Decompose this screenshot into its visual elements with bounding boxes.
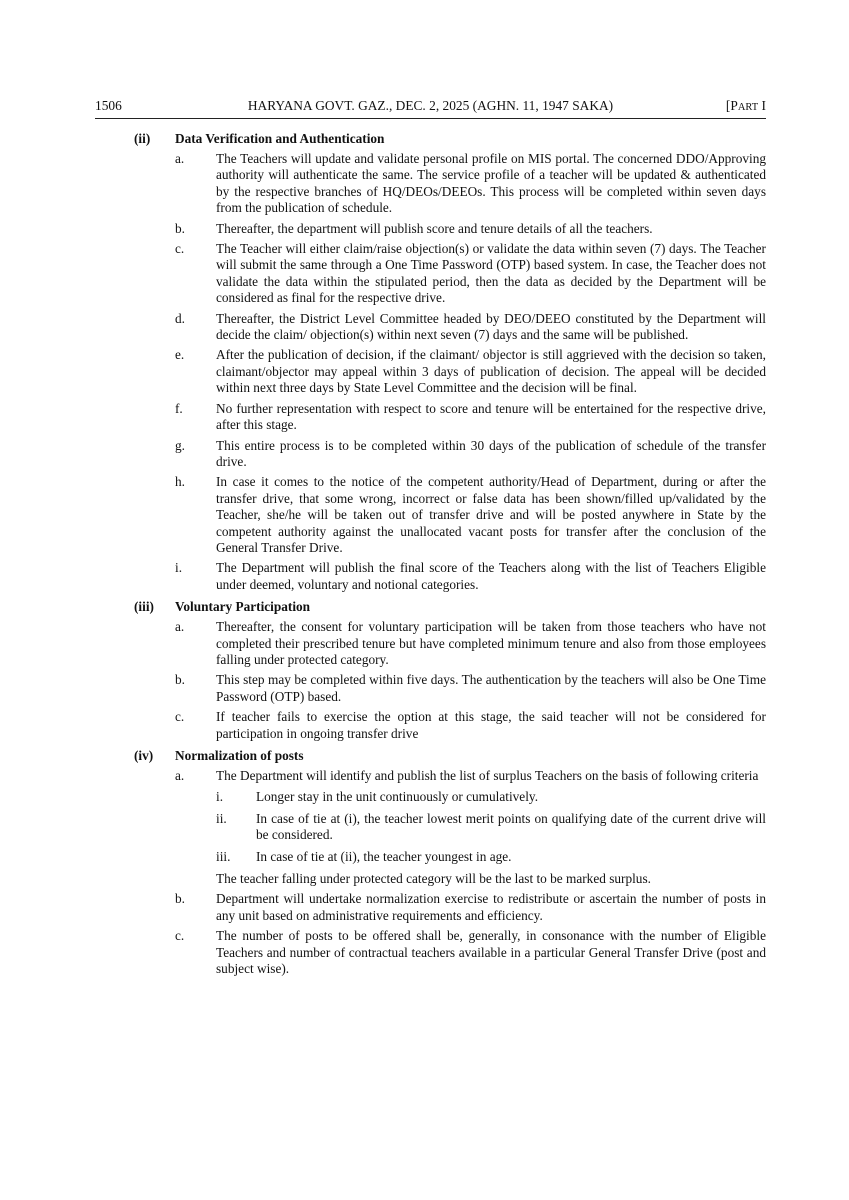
item-marker: g. <box>175 437 185 453</box>
gazette-title: HARYANA GOVT. GAZ., DEC. 2, 2025 (AGHN. 11, 1947 SAKA) <box>247 98 614 113</box>
item-text: If teacher fails to exercise the option at this stage, the said teacher will not be considered for participation in ongoing transfer drive <box>216 709 766 741</box>
item-marker: a. <box>175 151 185 166</box>
page-number: 1506 <box>95 98 122 113</box>
list-item <box>175 619 766 668</box>
item-marker: f. <box>175 400 183 416</box>
section-number: (ii) <box>134 131 151 146</box>
section-title: Normalization of posts <box>175 748 304 763</box>
subitem-marker: iii. <box>216 848 231 864</box>
page-header <box>95 98 766 119</box>
section-heading <box>134 748 766 764</box>
item-text: The Teachers will update and validate personal profile on MIS portal. The concerned DDO/Approving authority will authenticate the same. The service profile of a teacher will be updated & authenticated by the respective branches of HQ/DEOs/DEEOs. This process will be completed within seven days from the publication of schedule. <box>216 151 766 216</box>
list-item <box>175 347 766 396</box>
list-item <box>175 891 766 924</box>
item-text: This step may be completed within five days. The authentication by the teachers will also be One Time Password (OTP) based. <box>216 672 766 704</box>
item-marker: d. <box>175 310 185 326</box>
item-marker: c. <box>175 241 185 257</box>
section-title: Voluntary Participation <box>175 599 311 615</box>
sub-list-item <box>216 789 766 805</box>
subitem-marker: ii. <box>216 810 227 826</box>
section-heading <box>134 599 766 615</box>
item-text: Thereafter, the department will publish score and tenure details of all the teachers. <box>216 220 653 236</box>
item-marker: b. <box>175 672 185 688</box>
section-heading <box>134 131 766 147</box>
sub-list-item <box>216 849 766 865</box>
item-text: Thereafter, the District Level Committee headed by DEO/DEEO constituted by the Department will decide the claim/ objection(s) within next seven (7) days and the same will be published. <box>216 310 766 343</box>
sub-list-item <box>216 811 766 844</box>
list-item <box>175 311 766 344</box>
item-text: No further representation with respect to score and tenure will be entertained for the respective drive, after this stage. <box>216 400 766 433</box>
item-text: The Department will identify and publish the list of surplus Teachers on the basis of following criteria <box>216 768 759 783</box>
list-item <box>175 241 766 307</box>
item-text: In case it comes to the notice of the competent authority/Head of Department, during or after the transfer drive, that some wrong, incorrect or false data has been shown/filled up/validated by the Teacher, she/he will be taken out of transfer drive and will be posted anywhere in State by the competent authority against the unallocated vacant posts for transfer after the conclusion of the General Transfer Drive. <box>216 474 766 555</box>
item-marker: b. <box>175 220 185 236</box>
item-marker: a. <box>175 619 185 635</box>
subitem-text: In case of tie at (i), the teacher lowest merit points on qualifying date of the current drive will be considered. <box>256 810 766 843</box>
item-text: Department will undertake normalization exercise to redistribute or ascertain the number of posts in any unit based on administrative requirements and efficiency. <box>216 891 766 923</box>
item-text: Thereafter, the consent for voluntary participation will be taken from those teachers who have not completed their prescribed tenure but have completed minimum tenure and also from those employees falling under protected category. <box>216 619 766 667</box>
list-item <box>175 151 766 217</box>
subitem-text: Longer stay in the unit continuously or cumulatively. <box>256 789 539 805</box>
protected-category-note: The teacher falling under protected category will be the last to be marked surplus. <box>216 871 651 887</box>
section-number: (iv) <box>134 748 154 763</box>
list-item <box>175 709 766 742</box>
item-marker: c. <box>175 928 185 944</box>
item-text: The Department will publish the final score of the Teachers along with the list of Teachers Eligible under deemed, voluntary and notional categories. <box>216 560 766 592</box>
item-marker: e. <box>175 347 185 363</box>
item-marker: h. <box>175 474 185 490</box>
item-text: This entire process is to be completed within 30 days of the publication of schedule of the transfer drive. <box>216 437 766 469</box>
list-item <box>175 474 766 556</box>
item-marker: c. <box>175 709 185 725</box>
item-text: After the publication of decision, if the claimant/ objector is still aggrieved with the decision so taken, claimant/objector may appeal within 3 days of publication of decision. The appeal will be decided within next three days by State Level Committee and the decision will be final. <box>216 347 766 396</box>
section-number: (iii) <box>134 599 154 615</box>
list-item <box>175 221 766 237</box>
section-title: Data Verification and Authentication <box>175 131 385 146</box>
item-text: The Teacher will either claim/raise objection(s) or validate the data within seven (7) days. The Teacher will submit the same through a One Time Password (OTP) based system. In case, the Teacher does not validate the data within the stipulated period, then the data as decided by the Department will be considered as final for the respective drive. <box>216 241 766 306</box>
item-marker: i. <box>175 560 183 576</box>
list-item <box>175 672 766 705</box>
list-item <box>175 438 766 471</box>
subitem-text: In case of tie at (ii), the teacher youngest in age. <box>256 848 512 864</box>
list-item <box>175 560 766 593</box>
item-marker: a. <box>175 768 185 783</box>
subitem-marker: i. <box>216 789 224 805</box>
item-marker: b. <box>175 891 185 907</box>
document-body <box>134 131 766 977</box>
list-item <box>175 768 766 784</box>
item-text: The number of posts to be offered shall be, generally, in consonance with the number of Eligible Teachers and number of contractual teachers available in a particular General Transfer Drive (post and subject wise). <box>216 928 766 977</box>
list-item <box>175 928 766 977</box>
list-item <box>175 401 766 434</box>
part-label: [PART I <box>725 98 766 113</box>
